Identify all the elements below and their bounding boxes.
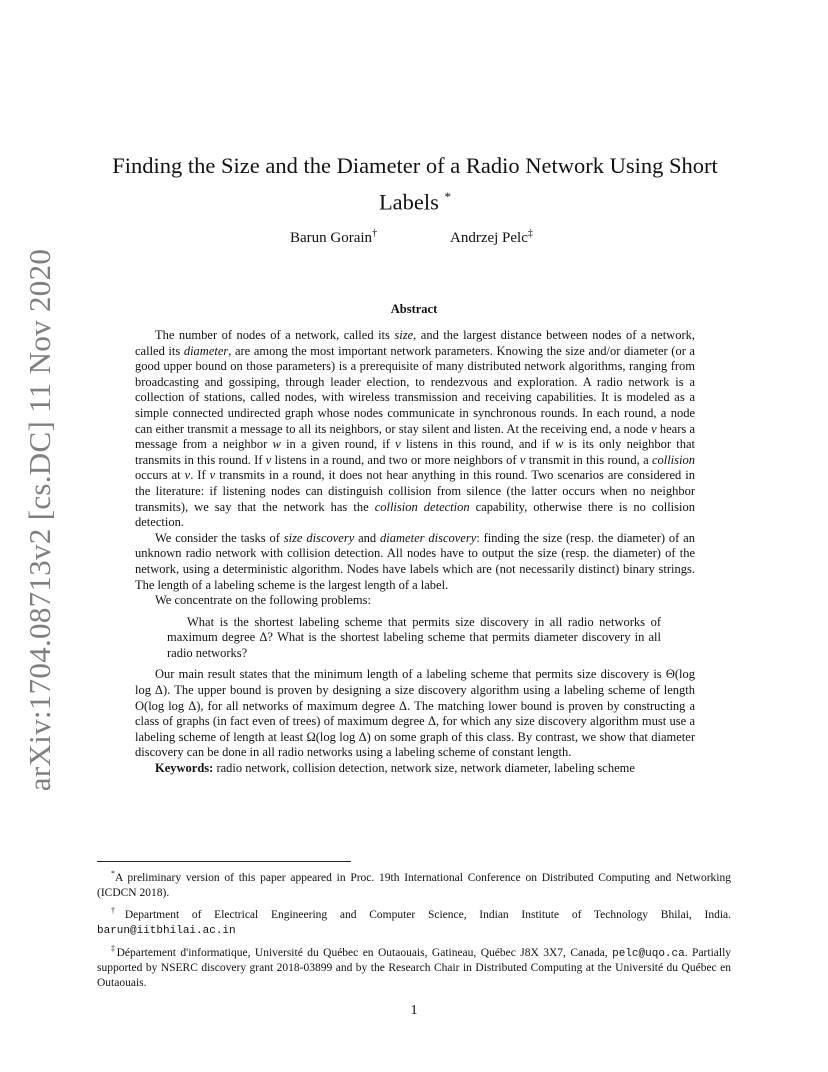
problem-quote: What is the shortest labeling scheme that permits size discovery in all radio networks of maximum degree Δ? What is the shortest labeling scheme that permits diameter discovery in all radio networks? [167,614,661,660]
math-var: v [395,437,401,452]
keywords-label: Keywords: [155,761,214,776]
arxiv-sidebar-stamp: arXiv:1704.08713v2 [cs.DC] 11 Nov 2020 [22,248,57,792]
text: transmit in this round, a [525,452,652,467]
text: : finding the size (resp. the diameter) of an unknown radio network with collision detection. All nodes have to output the size (resp. the diameter) of the network, using a deterministic algorithm. Nodes have labels which are (not necessarily distinct) binary strings. The length of a labeling scheme is the largest length of a label. [135,530,695,592]
text: listens in this round, and if [400,437,555,452]
text: transmits in a round, it does not hear anything in this round. Two scenarios are considered in the literature: if listening nodes can distinguish collision from silence (the latter occurs when no neighbor transmits), we say that the network has the [135,468,695,514]
author-name: Andrzej Pelc [450,230,528,246]
footnote-mark: † [111,905,125,915]
text: , for all networks of maximum degree Δ. The matching lower bound is proven by constructing a class of graphs (in fact even of trees) of maximum degree Δ, for which any size discovery algorithm must use a labeling scheme of length at least [135,698,696,744]
text: We consider the tasks of [155,530,284,545]
text: , are among the most important network parameters. Knowing the size and/or diameter (or a good upper bound on those parameters) is a prerequisite of many distributed network algorithms, ranging from broadcasting and gossiping, through leader election, to rendezvous and exploration. A radio network is a collection of stations, called nodes, with wireless transmission and receiving capabilities. It is modeled as a simple connected undirected graph whose nodes communicate in synchronous rounds. In each round, a node can either transmit a message to all its neighbors, or stay silent and listen. At the receiving end, a node [135,343,695,436]
math-expr: Ω(log log Δ) [306,729,371,744]
footnote-2 [97,903,731,939]
footnote-mark: ‡ [111,943,117,953]
emph: collision [651,452,695,467]
keywords-list: radio network, collision detection, network size, network diameter, labeling scheme [216,761,635,776]
abstract-heading: Abstract [390,302,438,316]
emph: size discovery [283,530,355,545]
author-footnote-mark: ‡ [527,228,533,239]
text: and [354,530,381,545]
text: . If [190,468,210,483]
footnotes [97,866,731,993]
abstract-paragraph-2 [135,531,695,593]
author-footnote-mark: † [372,228,378,239]
emph: diameter discovery [380,530,477,545]
text: listens in a round, and two or more neighbors of [271,452,520,467]
footnote-text: Département d'informatique, Université du Québec en Outaouais, Gatineau, Québec J8X 3X7, Canada, [116,946,608,959]
emph: size [394,328,414,342]
math-expr: O(log log Δ) [135,698,201,713]
footnote-1 [97,866,731,901]
math-var: w [554,437,564,452]
text: is its only neighbor that transmits in this round. If [135,437,695,467]
math-var: v [184,468,191,483]
email-link[interactable]: barun@iitbhilai.ac.in [97,924,236,937]
footnote-mark: * [111,869,115,878]
emph: diameter [183,343,229,358]
math-var: v [651,421,657,436]
text: , and the largest distance between nodes of a network, called its [135,328,695,358]
paper-title-text: Finding the Size and the Diameter of a Radio Network Using Short Labels [112,153,718,215]
math-expr: Θ(log log Δ) [135,667,695,698]
text: The number of nodes of a network, called its [155,328,395,342]
footnote-text: . Partially supported by NSERC discovery grant 2018-03899 and by the Research Chair in Distributed Computing at the Université du Québec en Outaouais. [97,946,732,990]
footnote-rule [97,861,351,862]
text: . The upper bound is proven by designing a size discovery algorithm using a labeling scheme of length [167,683,695,698]
text: capability, otherwise there is no collision detection. [135,499,695,530]
footnote-text: A preliminary version of this paper appeared in Proc. 19th International Conference on Distributed Computing and Networking (ICDCN 2018). [97,871,731,899]
text: on some graph of this class. By contrast, we show that diameter discovery can be done in all radio networks using a labeling scheme of constant length. [135,729,695,760]
abstract-paragraph-3: We concentrate on the following problems: [155,593,371,608]
math-var: v [265,452,272,467]
text: hears a message from a neighbor [135,421,695,452]
footnote-3 [97,941,731,992]
abstract-body [135,328,695,777]
abstract-paragraph-4 [135,667,695,761]
math-var: v [209,468,216,483]
abstract-paragraph-1 [135,328,695,531]
keywords [135,761,695,777]
math-var: v [519,452,526,467]
title-footnote-mark: * [444,189,452,204]
text: Our main result states that the minimum length of a labeling scheme that permits size discovery is [155,667,666,682]
math-var: w [272,437,281,452]
footnote-text: Department of Electrical Engineering and Computer Science, Indian Institute of Technology Bhilai, India. [124,908,732,921]
email-link[interactable]: pelc@uqo.ca [612,947,685,960]
author-pelc [450,228,533,247]
text: occurs at [135,468,185,483]
text: in a given round, if [280,437,396,452]
author-gorain [290,228,377,247]
page-number: 1 [410,1003,418,1018]
author-name: Barun Gorain [290,230,373,246]
emph: collision detection [374,499,470,514]
paper-title [90,150,740,218]
